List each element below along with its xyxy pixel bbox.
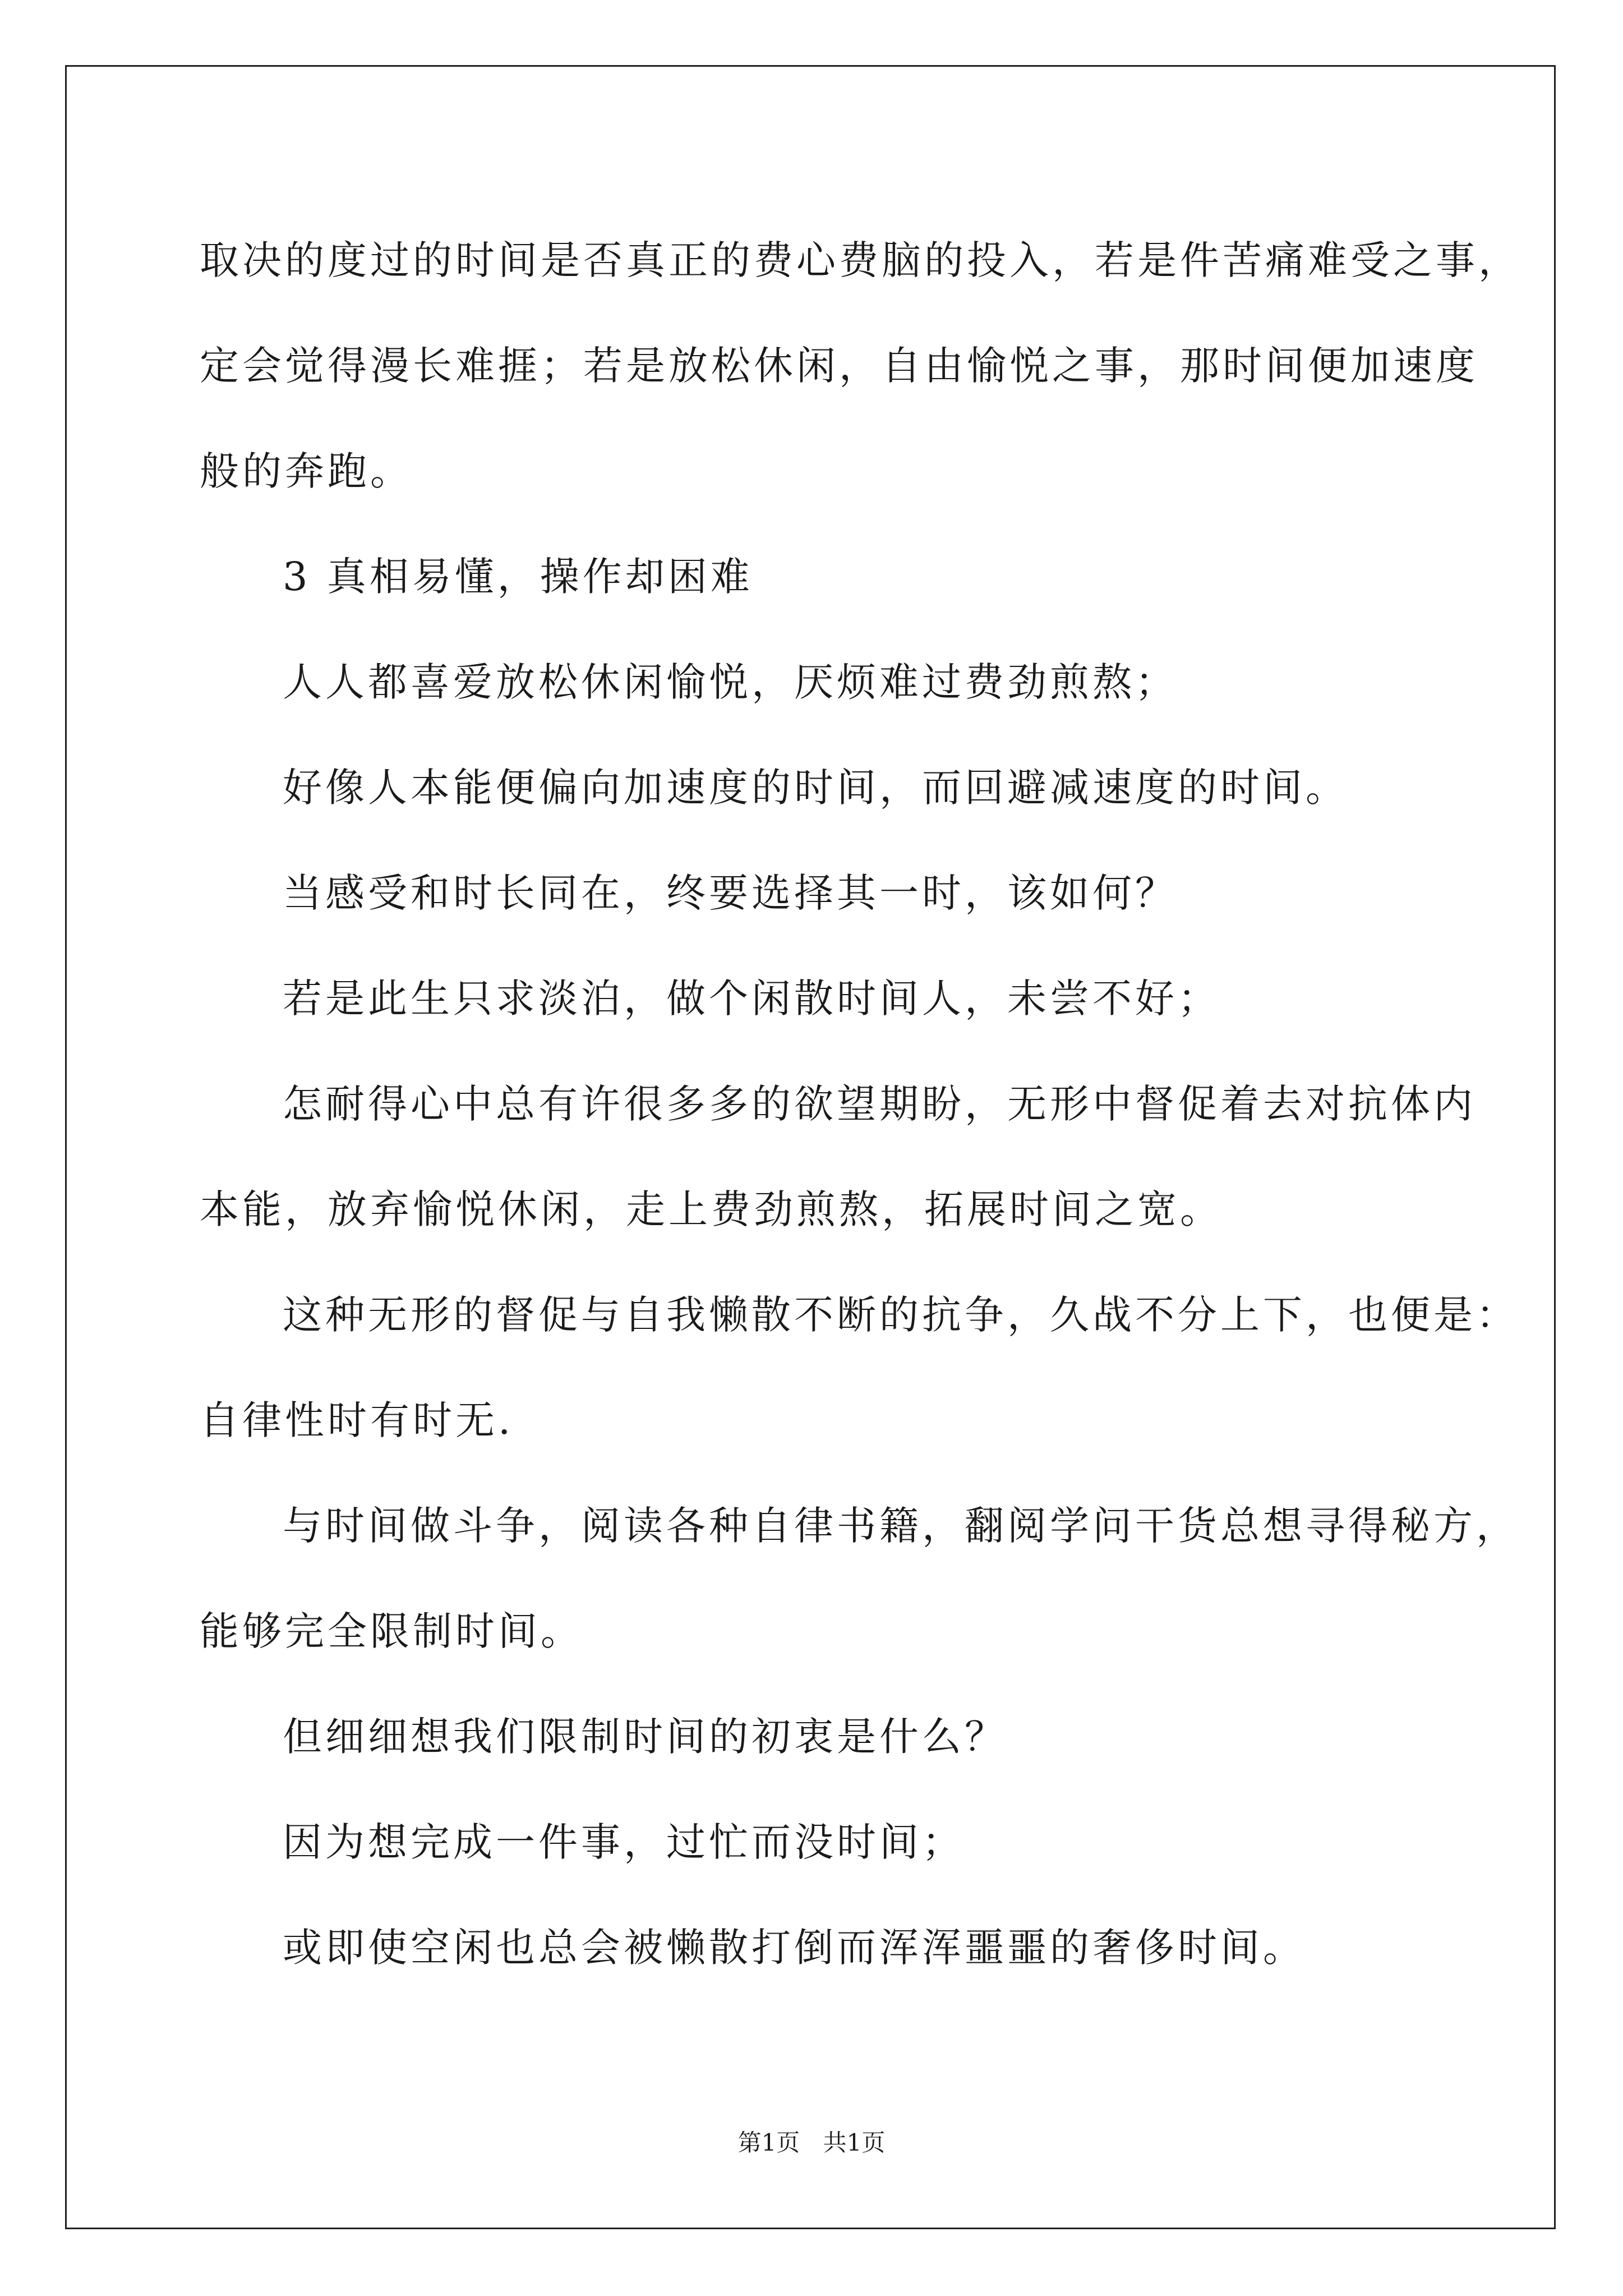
paragraph-line: 本能，放弃愉悦休闲，走上费劲煎熬，拓展时间之宽。 bbox=[200, 1186, 1223, 1232]
paragraph-line: 定会觉得漫长难捱；若是放松休闲，自由愉悦之事，那时间便加速度 bbox=[200, 343, 1478, 389]
paragraph-line: 但细细想我们限制时间的初衷是什么？ bbox=[283, 1714, 1007, 1760]
page-number: 第1页 bbox=[737, 2129, 800, 2156]
paragraph-line: 人人都喜爱放松休闲愉悦，厌烦难过费劲煎熬； bbox=[283, 659, 1178, 705]
paragraph-line: 因为想完成一件事，过忙而没时间； bbox=[283, 1819, 965, 1865]
paragraph-line: 或即使空闲也总会被懒散打倒而浑浑噩噩的奢侈时间。 bbox=[283, 1925, 1306, 1971]
page-total: 共1页 bbox=[823, 2129, 886, 2156]
section-heading: 3 真相易懂，操作却困难 bbox=[283, 554, 753, 600]
paragraph-line: 与时间做斗争，阅读各种自律书籍，翻阅学问干货总想寻得秘方， bbox=[283, 1503, 1519, 1549]
paragraph-line: 怎耐得心中总有许很多多的欲望期盼，无形中督促着去对抗体内 bbox=[283, 1081, 1476, 1127]
paragraph-line: 取决的度过的时间是否真正的费心费脑的投入，若是件苦痛难受之事， bbox=[200, 237, 1521, 283]
paragraph-line: 能够完全限制时间。 bbox=[200, 1608, 583, 1654]
paragraph-line: 当感受和时长同在，终要选择其一时，该如何？ bbox=[283, 870, 1178, 916]
paragraph-line: 自律性时有时无. bbox=[200, 1397, 514, 1443]
paragraph-line: 若是此生只求淡泊，做个闲散时间人，未尝不好； bbox=[283, 976, 1220, 1022]
page-footer bbox=[0, 2126, 1623, 2160]
paragraph-line: 般的奔跑。 bbox=[200, 448, 413, 494]
paragraph-line: 这种无形的督促与自我懒散不断的抗争，久战不分上下，也便是： bbox=[283, 1292, 1519, 1338]
document-body bbox=[200, 208, 1521, 2000]
paragraph-line: 好像人本能便偏向加速度的时间，而回避减速度的时间。 bbox=[283, 765, 1348, 811]
